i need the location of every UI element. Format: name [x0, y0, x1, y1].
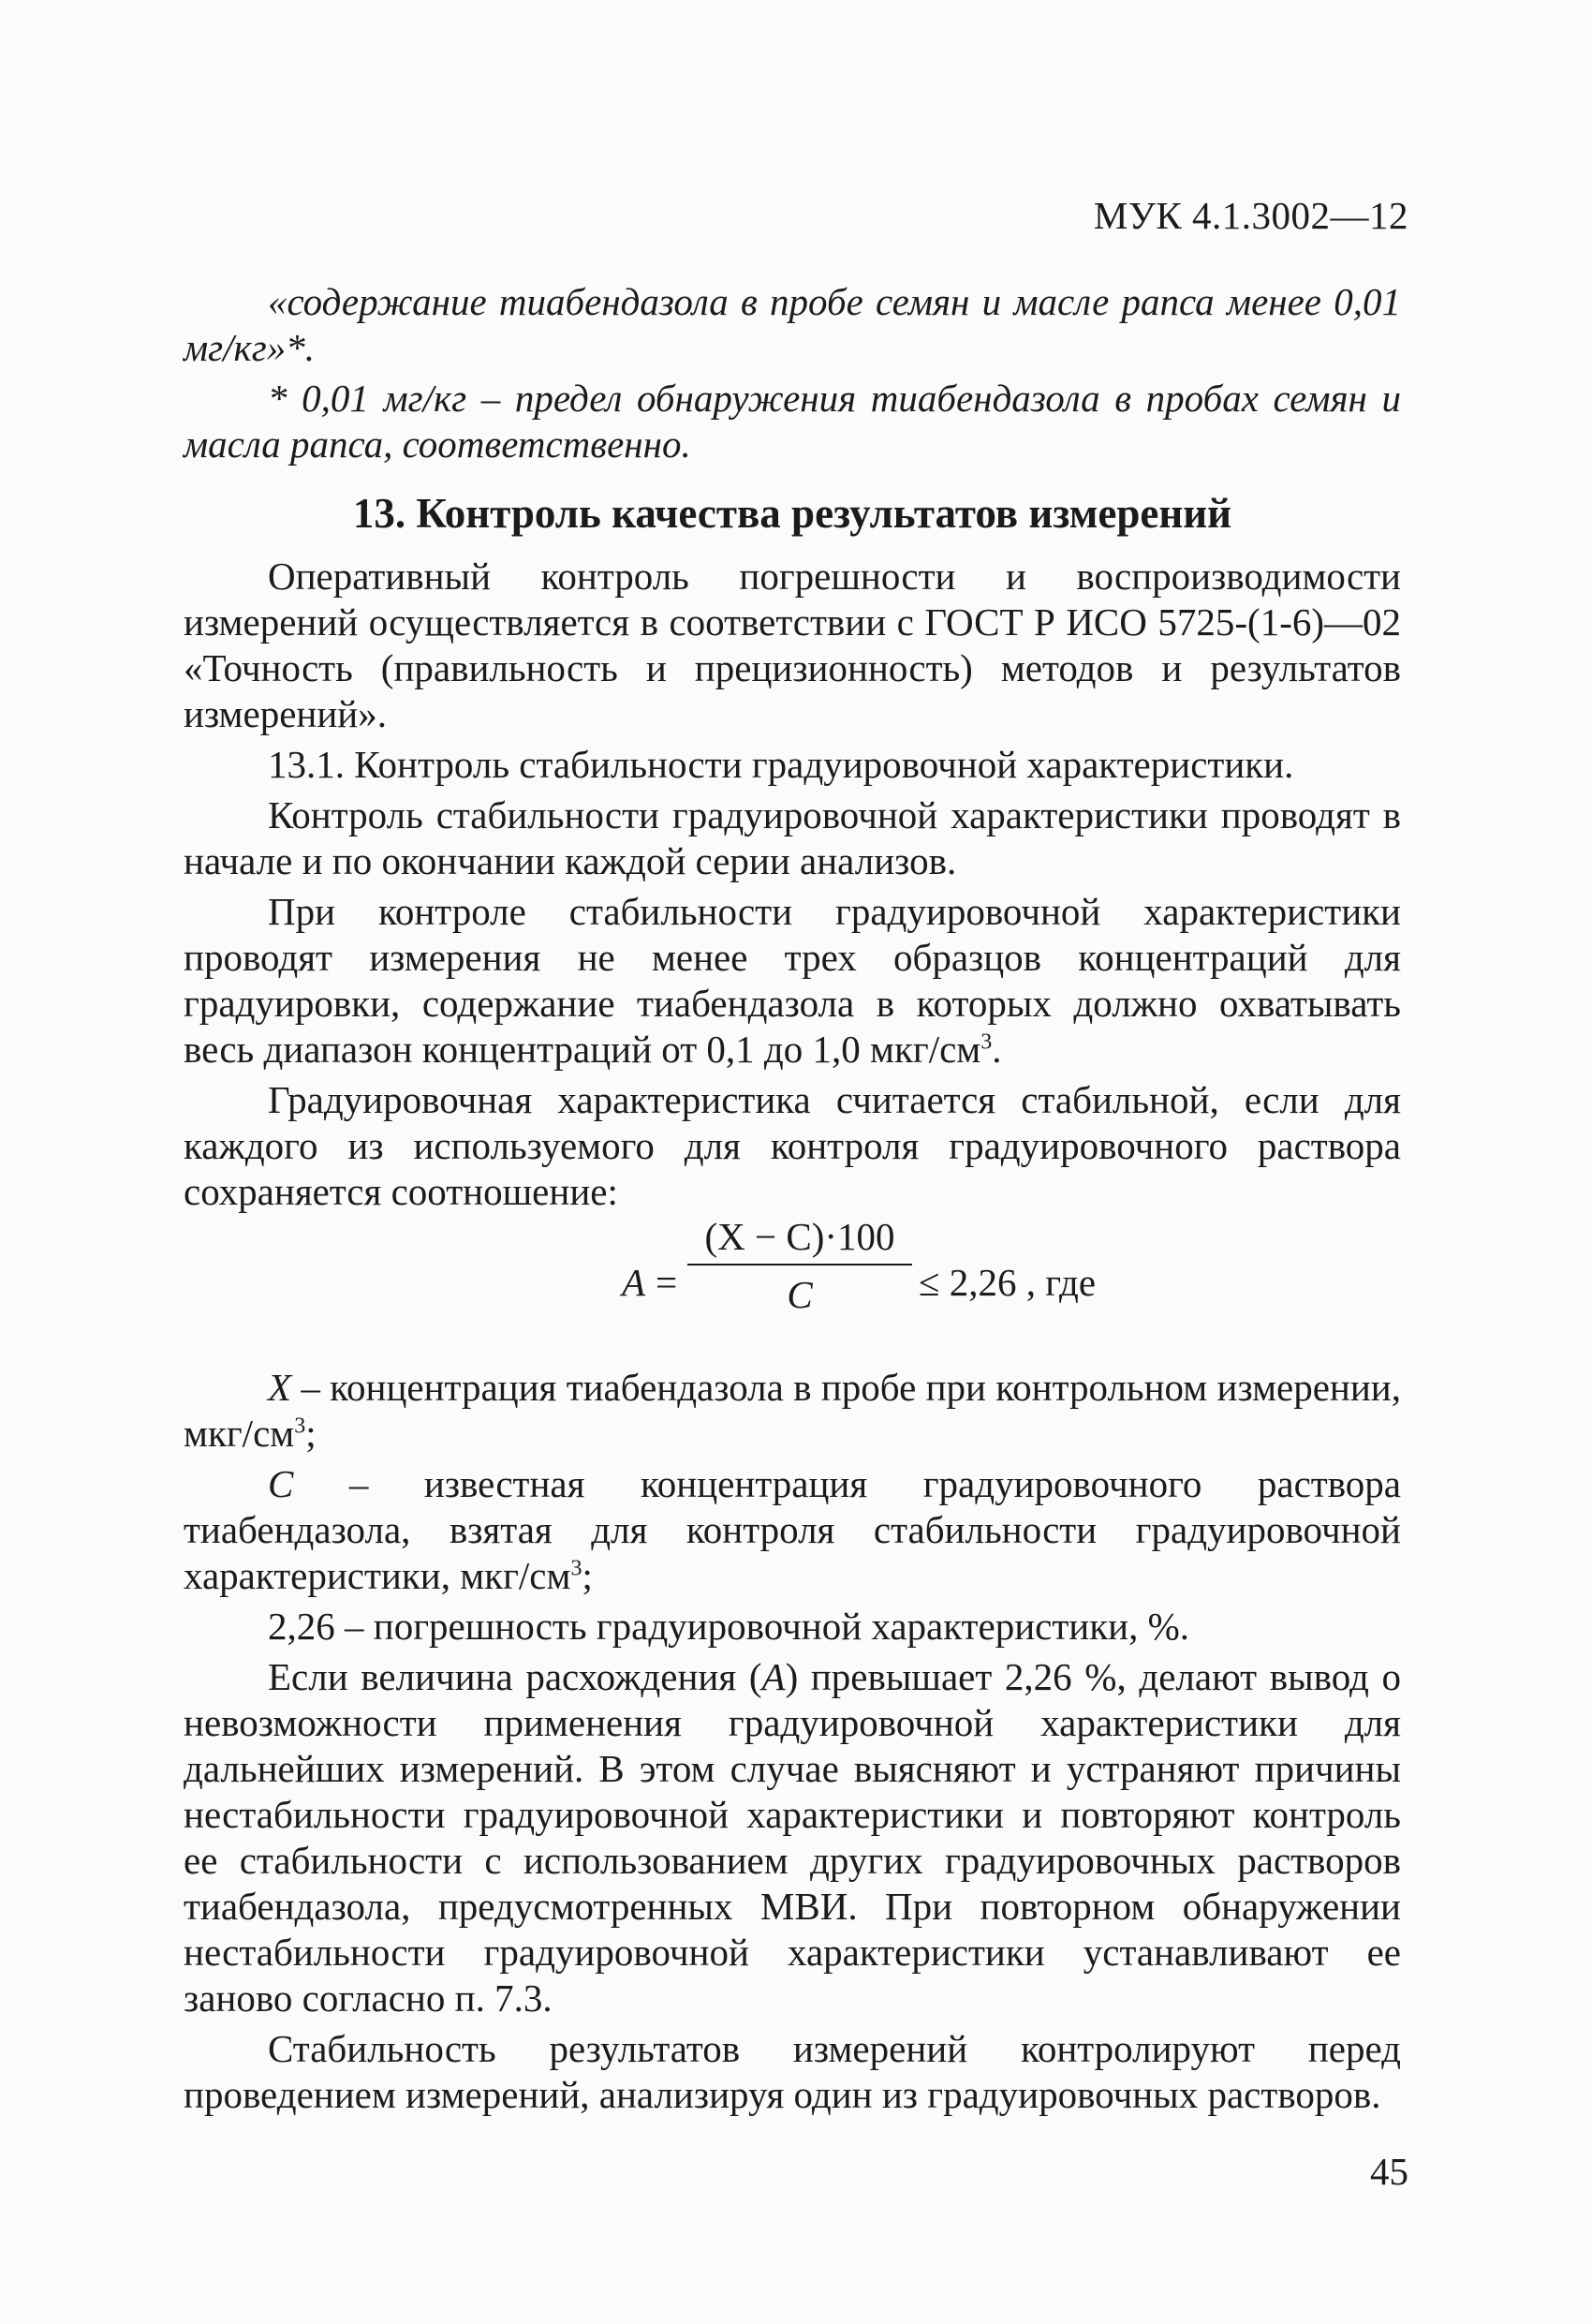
paragraph-operational-control: Оперативный контроль погрешности и воспроизводимости измерений осуществляется в соответствии с ГОСТ Р ИСО 5725-(1-6)—02 «Точность (правильность и прецизионность) методов и результатов измерений». — [184, 555, 1401, 735]
p6-rest: ) превышает 2,26 %, делают вывод о невозможности применения градуировочной характеристики для дальнейших измерений. В этом случае выясняют и устраняют причины нестабильности градуировочной характеристики и повторяют контроль ее стабильности с использованием других градуировочных растворов тиабендазола, предусмотренных МВИ. При повторном обнаружении нестабильности градуировочной характеристики устанавливают ее заново согласно п. 7.3. — [184, 1655, 1402, 2020]
formula-numerator: (X − C)·100 — [704, 1215, 895, 1258]
def-c-sup: 3 — [570, 1556, 582, 1581]
section-title: 13. Контроль качества результатов измерений — [352, 490, 1232, 537]
formula — [184, 1215, 1401, 1365]
p6-start: Если величина расхождения ( — [268, 1655, 762, 1698]
definition-error: 2,26 – погрешность градуировочной характеристики, %. — [268, 1605, 1189, 1648]
def-c-text: – известная концентрация градуировочного раствора тиабендазола, взятая для контроля стабильности градуировочной характеристики, мкг/см — [184, 1462, 1401, 1597]
formula-equals: = — [656, 1261, 678, 1304]
def-c-var: C — [268, 1462, 294, 1505]
page-content — [184, 279, 1401, 2118]
formula-lhs: A — [622, 1261, 646, 1304]
formula-rhs: ≤ 2,26 , где — [919, 1261, 1097, 1304]
paragraph-stability-condition: Градуировочная характеристика считается стабильной, если для каждого из используемого для контроля градуировочного раствора сохраняется соотношение: — [184, 1078, 1401, 1213]
doc-code-header: МУК 4.1.3002—12 — [1093, 194, 1408, 237]
page-number: 45 — [1370, 2150, 1408, 2193]
formula-fraction — [687, 1215, 912, 1316]
paragraph-control-samples — [184, 889, 1401, 1073]
def-x-var: X — [268, 1366, 292, 1409]
p6-var: A — [761, 1655, 786, 1698]
paragraph-stability-results: Стабильность результатов измерений контролируют перед проведением измерений, анализируя один из градуировочных растворов. — [184, 2027, 1401, 2116]
formula-denominator: C — [787, 1273, 813, 1316]
fraction-bar — [687, 1264, 912, 1266]
subsection-heading-13-1: 13.1. Контроль стабильности градуировочной характеристики. — [268, 743, 1294, 786]
def-x-sup: 3 — [294, 1414, 306, 1439]
definition-c — [184, 1461, 1401, 1599]
def-x-text: – концентрация тиабендазола в пробе при контрольном измерении, мкг/см — [184, 1366, 1401, 1455]
paragraph-control-timing: Контроль стабильности градуировочной характеристики проводят в начале и по окончании каждой серии анализов. — [184, 793, 1401, 882]
paragraph-discrepancy — [184, 1654, 1401, 2021]
p4-sup: 3 — [980, 1029, 993, 1055]
p4-end: . — [992, 1028, 1002, 1071]
footnote-note: * 0,01 мг/кг – предел обнаружения тиабендазола в пробах семян и масла рапса, соответственно. — [184, 377, 1401, 466]
p4-text: При контроле стабильности градуировочной характеристики проводят измерения не менее трех образцов концентраций для градуировки, содержание тиабендазола в которых должно охватывать весь диапазон концентраций от 0,1 до 1,0 мкг/см — [184, 890, 1401, 1071]
footnote-quote: «содержание тиабендазола в пробе семян и масле рапса менее 0,01 мг/кг»*. — [184, 280, 1401, 369]
def-c-end: ; — [582, 1554, 593, 1597]
def-x-end: ; — [305, 1412, 317, 1455]
definition-x — [184, 1365, 1401, 1457]
